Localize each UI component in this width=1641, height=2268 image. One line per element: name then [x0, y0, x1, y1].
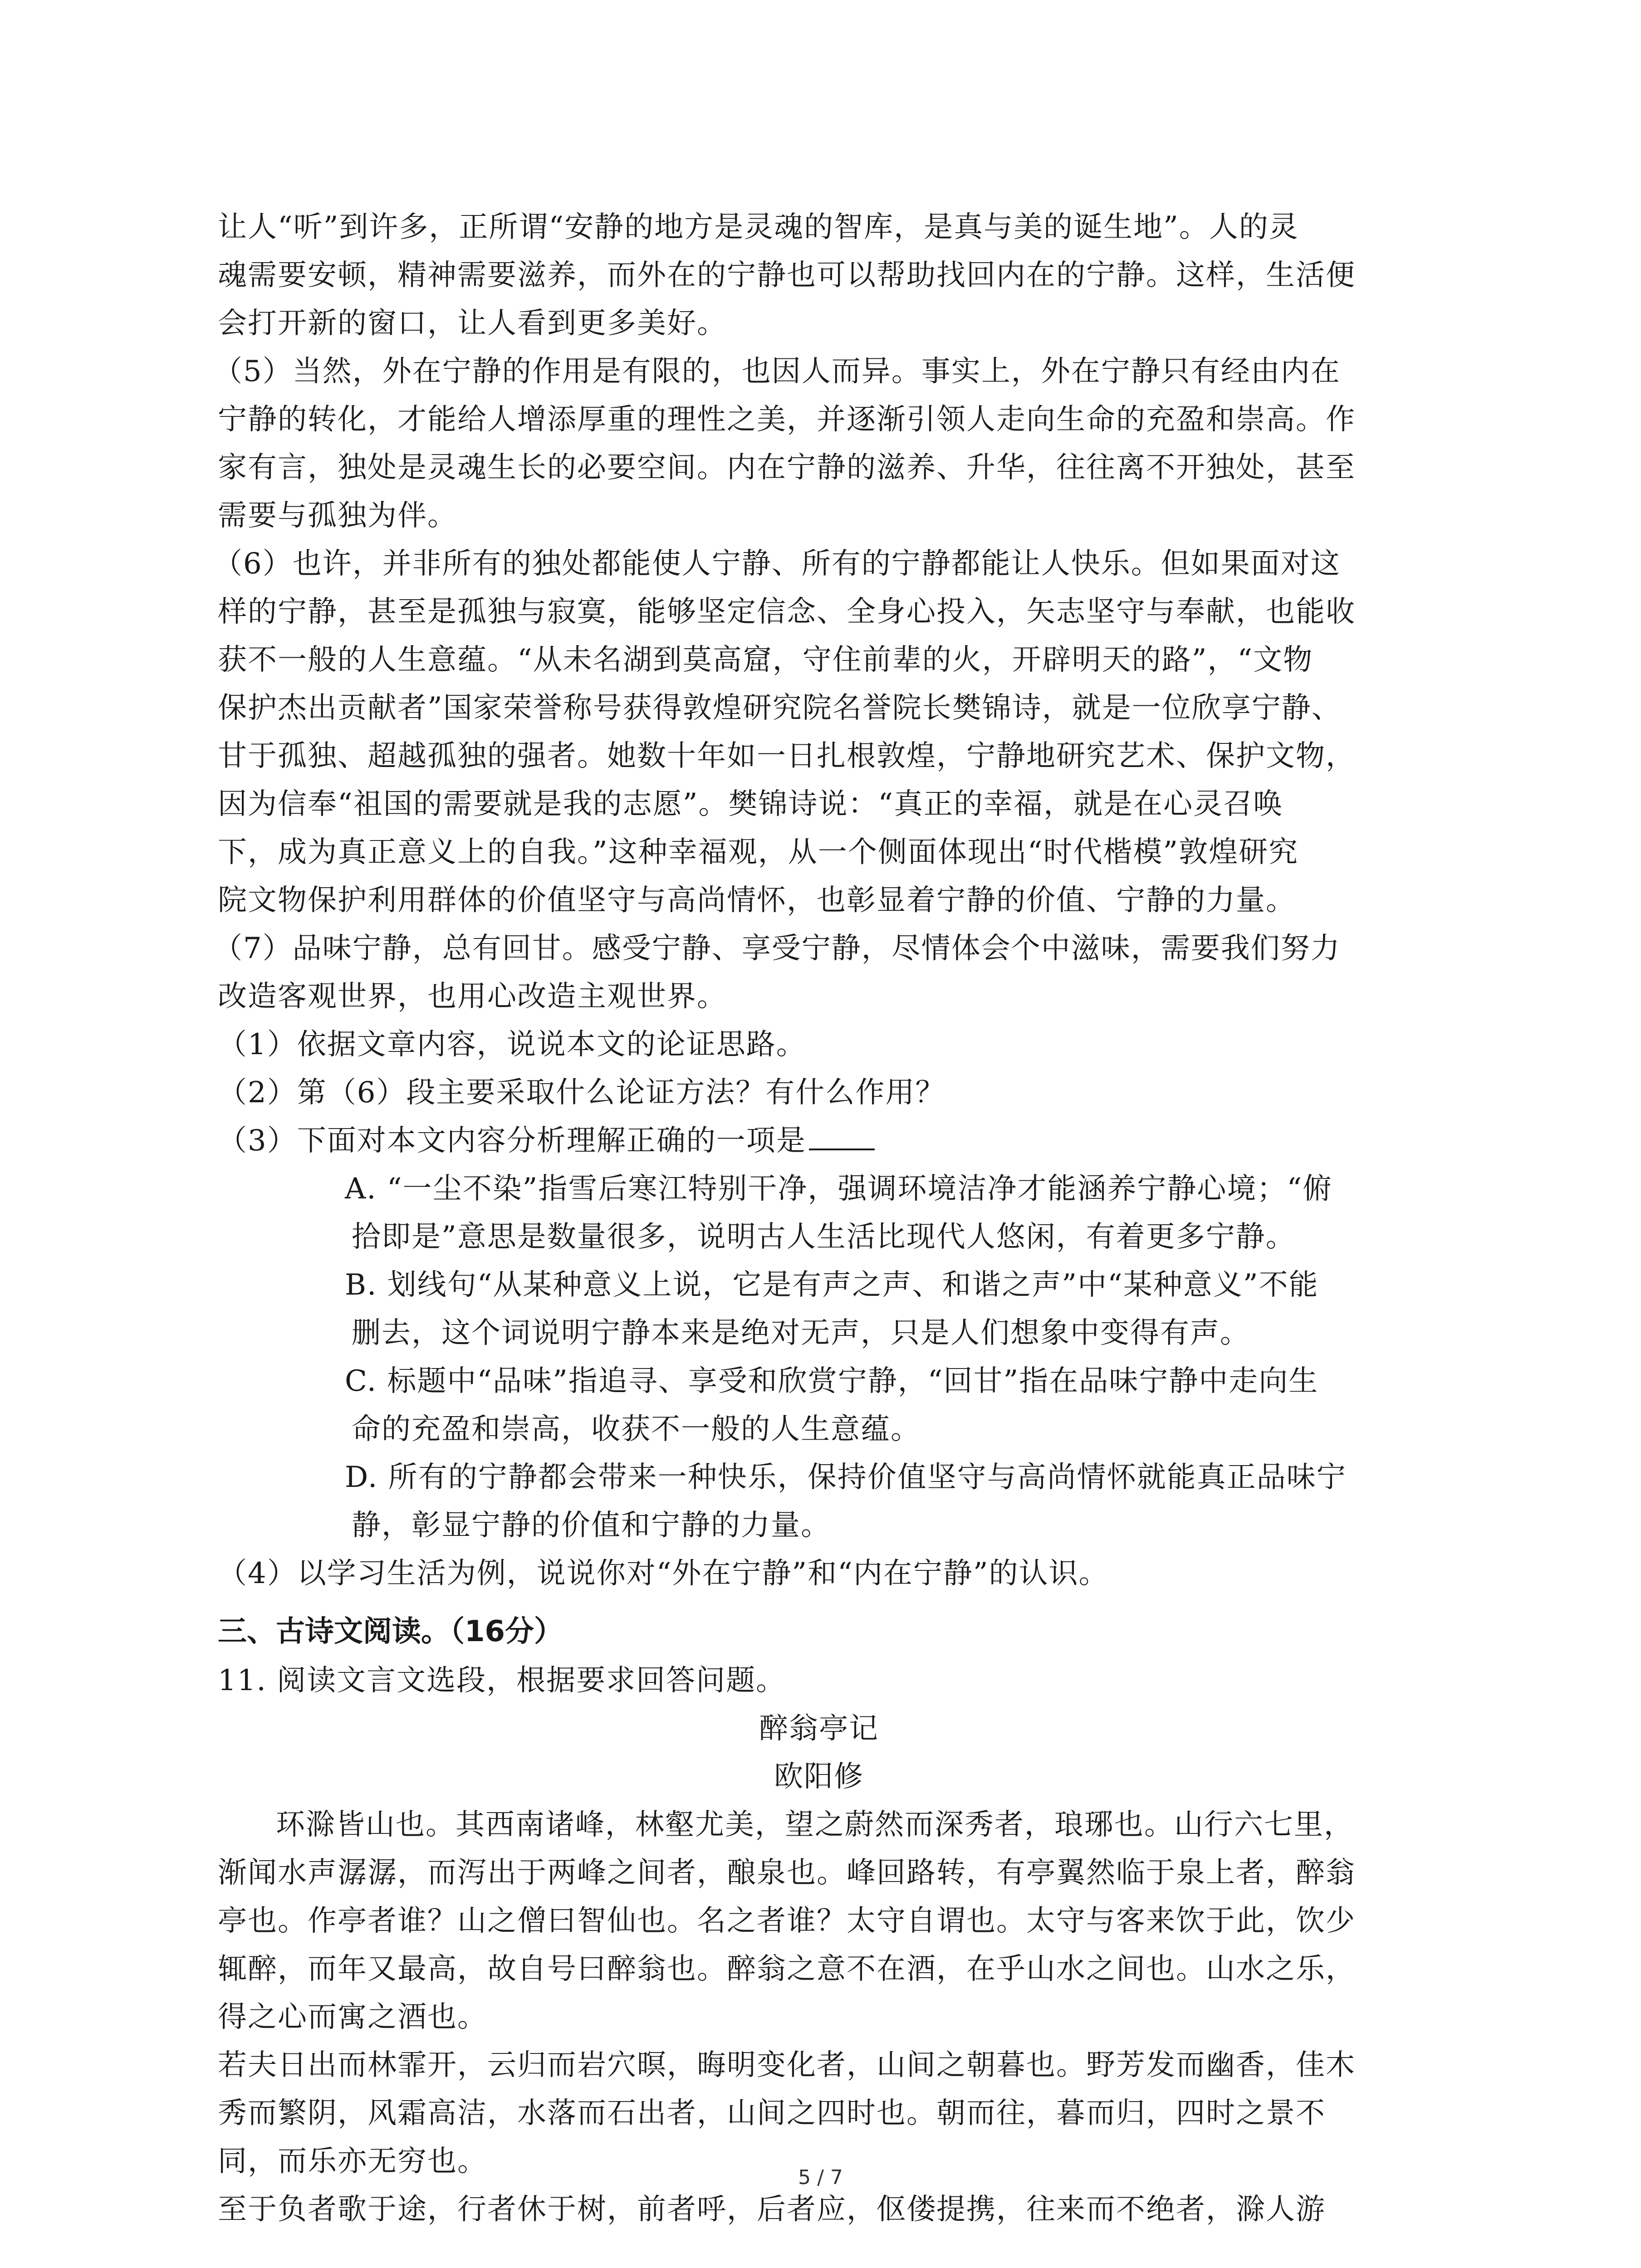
text-line: 会打开新的窗口，让人看到更多美好。 — [218, 307, 727, 340]
text-line: 渐闻水声潺潺，而泻出于两峰之间者，酿泉也。峰回路转，有亭翼然临于泉上者，醉翁 — [218, 1856, 1356, 1890]
paragraph-6 — [213, 540, 1420, 924]
option-c — [218, 1357, 1420, 1453]
text-line: 保护杰出贡献者”国家荣誉称号获得敦煌研究院名誉院长樊锦诗，就是一位欣享宁静、 — [218, 691, 1342, 725]
text-line: 至于负者歌于途，行者休于树，前者呼，后者应，伛偻提携，往来而不绝者，滁人游 — [218, 2193, 1326, 2226]
text-line: 院文物保护利用群体的价值坚守与高尚情怀，也彰显着宁静的价值、宁静的力量。 — [218, 884, 1296, 917]
text-line: 辄醉，而年又最高，故自号曰醉翁也。醉翁之意不在酒，在乎山水之间也。山水之乐， — [218, 1952, 1356, 1986]
text-line: （7）品味宁静，总有回甘。感受宁静、享受宁静，尽情体会个中滋味，需要我们努力 — [213, 932, 1341, 965]
text-line: 样的宁静，甚至是孤独与寂寞，能够坚定信念、全身心投入，矢志坚守与奉献，也能收 — [218, 595, 1356, 629]
option-line: A. “一尘不染”指雪后寒江特别干净，强调环境洁净才能涵养宁静心境；“俯 — [345, 1172, 1333, 1206]
option-b — [218, 1261, 1420, 1357]
option-line: B. 划线句“从某种意义上说，它是有声之声、和谐之声”中“某种意义”不能 — [345, 1268, 1319, 1302]
passage-paragraph-3 — [218, 2185, 1420, 2234]
paragraph-5 — [213, 347, 1420, 540]
question-1: （1）依据文章内容，说说本文的论证思路。 — [218, 1028, 806, 1061]
text-line: 得之心而寓之酒也。 — [218, 2000, 487, 2034]
passage-paragraph-2 — [218, 2041, 1420, 2185]
text-line: （6）也许，并非所有的独处都能使人宁静、所有的宁静都能让人快乐。但如果面对这 — [213, 547, 1341, 581]
text-line: 甘于孤独、超越孤独的强者。她数十年如一日扎根敦煌，宁静地研究艺术、保护文物， — [218, 739, 1356, 773]
text-line: 下，成为真正意义上的自我。”这种幸福观，从一个侧面体现出“时代楷模”敦煌研究 — [218, 836, 1299, 869]
text-line: 秀而繁阴，风霜高洁，水落而石出者，山间之四时也。朝而往，暮而归，四时之景不 — [218, 2097, 1326, 2130]
option-line: D. 所有的宁静都会带来一种快乐，保持价值坚守与高尚情怀就能真正品味宁 — [345, 1461, 1347, 1494]
option-line: 静，彰显宁静的价值和宁静的力量。 — [352, 1509, 831, 1542]
text-line: 若夫日出而林霏开，云归而岩穴暝，晦明变化者，山间之朝暮也。野芳发而幽香，佳木 — [218, 2048, 1356, 2082]
text-line: （5）当然，外在宁静的作用是有限的，也因人而异。事实上，外在宁静只有经由内在 — [213, 355, 1341, 388]
text-line: 获不一般的人生意蕴。“从未名湖到莫高窟，守住前辈的火，开辟明天的路”，“文物 — [218, 643, 1313, 677]
paragraph-4-tail — [218, 203, 1420, 347]
text-line: 家有言，独处是灵魂生长的必要空间。内在宁静的滋养、升华，往往离不开独处，甚至 — [218, 451, 1356, 484]
passage-author: 欧阳修 — [774, 1760, 864, 1794]
text-line: 魂需要安顿，精神需要滋养，而外在的宁静也可以帮助找回内在的宁静。这样，生活便 — [218, 259, 1356, 292]
text-line: 因为信奉“祖国的需要就是我的志愿”。樊锦诗说：“真正的幸福，就是在心灵召唤 — [218, 787, 1283, 821]
text-line: 环滁皆山也。其西南诸峰，林壑尤美，望之蔚然而深秀者，琅琊也。山行六七里， — [276, 1808, 1354, 1842]
question-3-text: （3）下面对本文内容分析理解正确的一项是 — [218, 1124, 806, 1158]
text-line: 需要与孤独为伴。 — [218, 499, 457, 533]
questions-block — [218, 1021, 1420, 1598]
question-3 — [218, 1117, 1420, 1165]
text-line: 改造客观世界，也用心改造主观世界。 — [218, 980, 727, 1013]
option-line: C. 标题中“品味”指追寻、享受和欣赏宁静，“回甘”指在品味宁静中走向生 — [345, 1364, 1319, 1398]
text-line: 让人“听”到许多，正所谓“安静的地方是灵魂的智库，是真与美的诞生地”。人的灵 — [218, 210, 1299, 244]
page-number: 5 / 7 — [798, 2166, 843, 2189]
answer-blank[interactable] — [809, 1117, 875, 1150]
page-content — [213, 203, 1420, 2234]
option-a — [218, 1165, 1420, 1261]
passage-paragraph-1 — [218, 1801, 1420, 2041]
passage-title: 醉翁亭记 — [759, 1712, 879, 1745]
paragraph-7 — [213, 924, 1420, 1021]
section-3-heading: 三、古诗文阅读。（16分） — [218, 1615, 563, 1648]
option-d — [218, 1453, 1420, 1549]
option-line: 命的充盈和崇高，收获不一般的人生意蕴。 — [352, 1413, 921, 1446]
text-line: 亭也。作亭者谁？山之僧曰智仙也。名之者谁？太守自谓也。太守与客来饮于此，饮少 — [218, 1904, 1356, 1938]
question-11: 11. 阅读文言文选段，根据要求回答问题。 — [218, 1664, 786, 1697]
text-line: 同，而乐亦无穷也。 — [218, 2145, 487, 2178]
question-2: （2）第（6）段主要采取什么论证方法？有什么作用？ — [218, 1076, 945, 1110]
option-line: 拾即是”意思是数量很多，说明古人生活比现代人悠闲，有着更多宁静。 — [352, 1220, 1296, 1254]
option-line: 删去，这个词说明宁静本来是绝对无声，只是人们想象中变得有声。 — [352, 1316, 1250, 1350]
question-4: （4）以学习生活为例，说说你对“外在宁静”和“内在宁静”的认识。 — [218, 1557, 1109, 1590]
text-line: 宁静的转化，才能给人增添厚重的理性之美，并逐渐引领人走向生命的充盈和崇高。作 — [218, 403, 1356, 436]
